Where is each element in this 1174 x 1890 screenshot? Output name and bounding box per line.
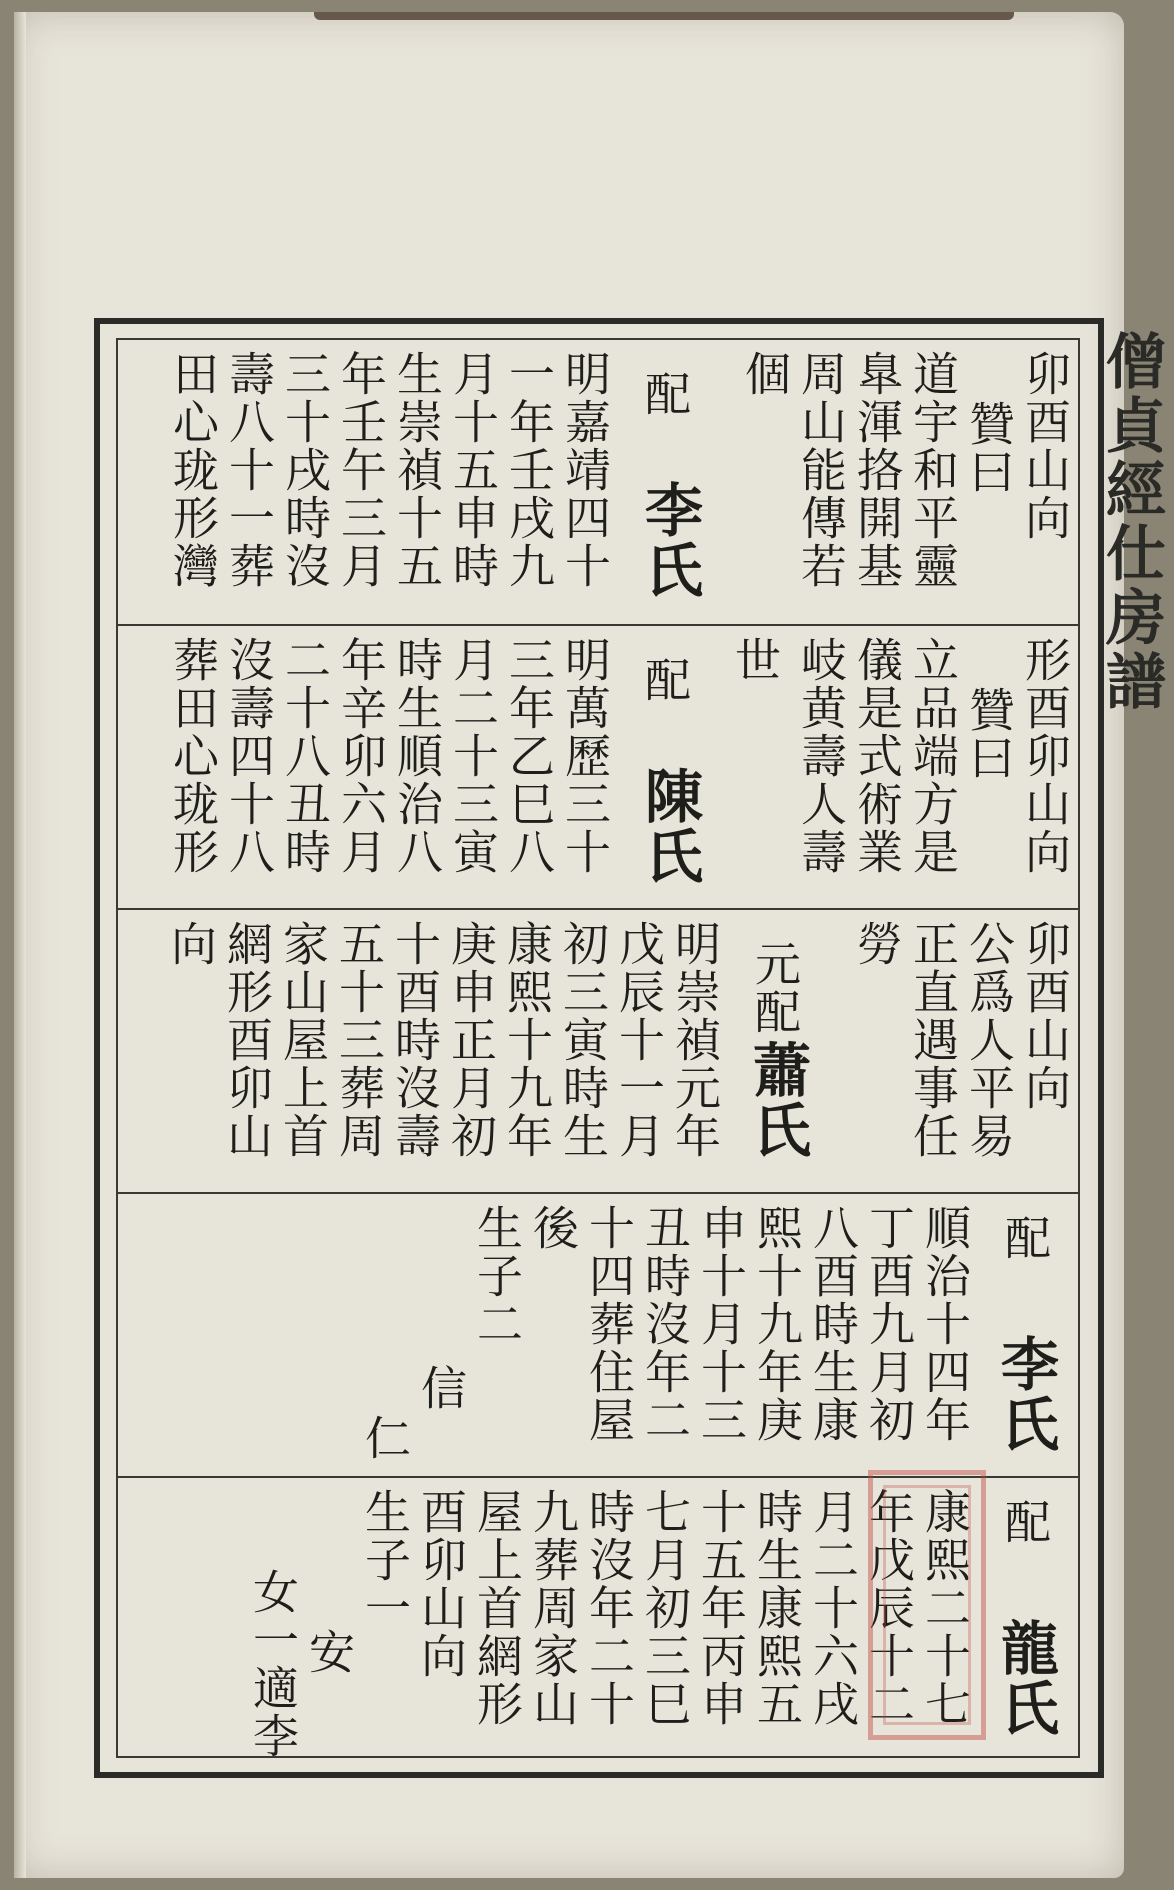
text-column: 田心珑形灣: [166, 350, 220, 590]
text-column: 明嘉靖四十: [558, 350, 612, 590]
text-column: 沒壽四十八: [222, 636, 276, 876]
cover-edge: [314, 12, 1014, 20]
text-column: 丁酉九月初: [862, 1204, 916, 1444]
text-column: 順治十四年: [918, 1204, 972, 1444]
text-column: 臯渾挌開基: [850, 350, 904, 590]
spouse-name: 陳氏: [635, 766, 703, 886]
page-spine: [14, 12, 26, 1878]
text-column: 仁: [358, 1414, 412, 1462]
spouse-name: 龍氏: [991, 1618, 1059, 1738]
text-column: 配: [638, 656, 692, 704]
text-column: 十五年丙申: [694, 1488, 748, 1728]
text-column: 贊曰: [962, 686, 1016, 782]
spouse-name: 蕭氏: [743, 1040, 811, 1160]
text-column: 安: [302, 1628, 356, 1676]
text-column: 初三寅時生: [556, 920, 610, 1160]
text-column: 康熙十九年: [500, 920, 554, 1160]
text-column: 時生康熙五: [750, 1488, 804, 1728]
text-column: 配: [638, 370, 692, 418]
text-column: 向: [164, 920, 218, 968]
text-column: 後: [526, 1204, 580, 1252]
text-column: 正直遇事任: [906, 920, 960, 1160]
text-column: 道宇和平靈: [906, 350, 960, 590]
text-column: 時生順治八: [390, 636, 444, 876]
record-band: [118, 340, 1078, 622]
text-column: 三年乙巳八: [502, 636, 556, 876]
text-column: 二十八丑時: [278, 636, 332, 876]
text-column: 立品端方是: [906, 636, 960, 876]
text-column: 一年壬戌九: [502, 350, 556, 590]
text-column: 年戊辰十二: [862, 1488, 916, 1728]
text-column: 申十月十三: [694, 1204, 748, 1444]
text-column: 勞: [850, 920, 904, 968]
text-column: 丑時沒年二: [638, 1204, 692, 1444]
text-column: 卯酉山向: [1018, 350, 1072, 542]
text-column: 女一適李: [246, 1568, 300, 1760]
text-column: 月二十三寅: [446, 636, 500, 876]
text-column: 家山屋上首: [276, 920, 330, 1160]
text-column: 世: [728, 636, 782, 684]
text-column: 戊辰十一月: [612, 920, 666, 1160]
text-column: 生子一: [358, 1488, 412, 1632]
text-column: 配: [998, 1498, 1052, 1546]
text-column: 生子二: [470, 1204, 524, 1348]
text-column: 網形酉卯山: [220, 920, 274, 1160]
text-column: 熙十九年庚: [750, 1204, 804, 1444]
text-column: 九葬周家山: [526, 1488, 580, 1728]
text-column: 壽八十一葬: [222, 350, 276, 590]
text-column: 個: [738, 350, 792, 398]
text-column: 月十五申時: [446, 350, 500, 590]
text-column: 庚申正月初: [444, 920, 498, 1160]
text-column: 岐黄壽人壽: [794, 636, 848, 876]
page-title: 僧貞經仕房譜: [1096, 330, 1166, 714]
spouse-name: 李氏: [635, 480, 703, 600]
text-column: 配: [998, 1214, 1052, 1262]
text-column: 明萬歷三十: [558, 636, 612, 876]
text-column: 康熙二十七: [918, 1488, 972, 1728]
text-column: 贊曰: [962, 400, 1016, 496]
text-column: 生崇禎十五: [390, 350, 444, 590]
text-column: 年辛卯六月: [334, 636, 388, 876]
text-column: 屋上首網形: [470, 1488, 524, 1728]
text-column: 十酉時沒壽: [388, 920, 442, 1160]
text-column: 信: [414, 1364, 468, 1412]
text-column: 七月初三巳: [638, 1488, 692, 1728]
text-column: 儀是式術業: [850, 636, 904, 876]
text-column: 元配: [748, 940, 802, 1036]
text-column: 八酉時生康: [806, 1204, 860, 1444]
text-column: 酉卯山向: [414, 1488, 468, 1680]
red-seal-stamp: [862, 1470, 986, 1740]
text-column: 五十三葬周: [332, 920, 386, 1160]
text-column: 形酉卯山向: [1018, 636, 1072, 876]
text-column: 月二十六戌: [806, 1488, 860, 1728]
record-band: [118, 624, 1078, 908]
text-column: 年壬午三月: [334, 350, 388, 590]
text-column: 周山能傳若: [794, 350, 848, 590]
record-band: [118, 1192, 1078, 1476]
record-band: [118, 908, 1078, 1192]
text-column: 明崇禎元年: [668, 920, 722, 1160]
text-column: 卯酉山向: [1018, 920, 1072, 1112]
text-column: 十四葬住屋: [582, 1204, 636, 1444]
text-column: 三十戌時沒: [278, 350, 332, 590]
spouse-name: 李氏: [991, 1334, 1059, 1454]
text-column: 時沒年二十: [582, 1488, 636, 1728]
text-column: 葬田心珑形: [166, 636, 220, 876]
text-column: 公爲人平易: [962, 920, 1016, 1160]
